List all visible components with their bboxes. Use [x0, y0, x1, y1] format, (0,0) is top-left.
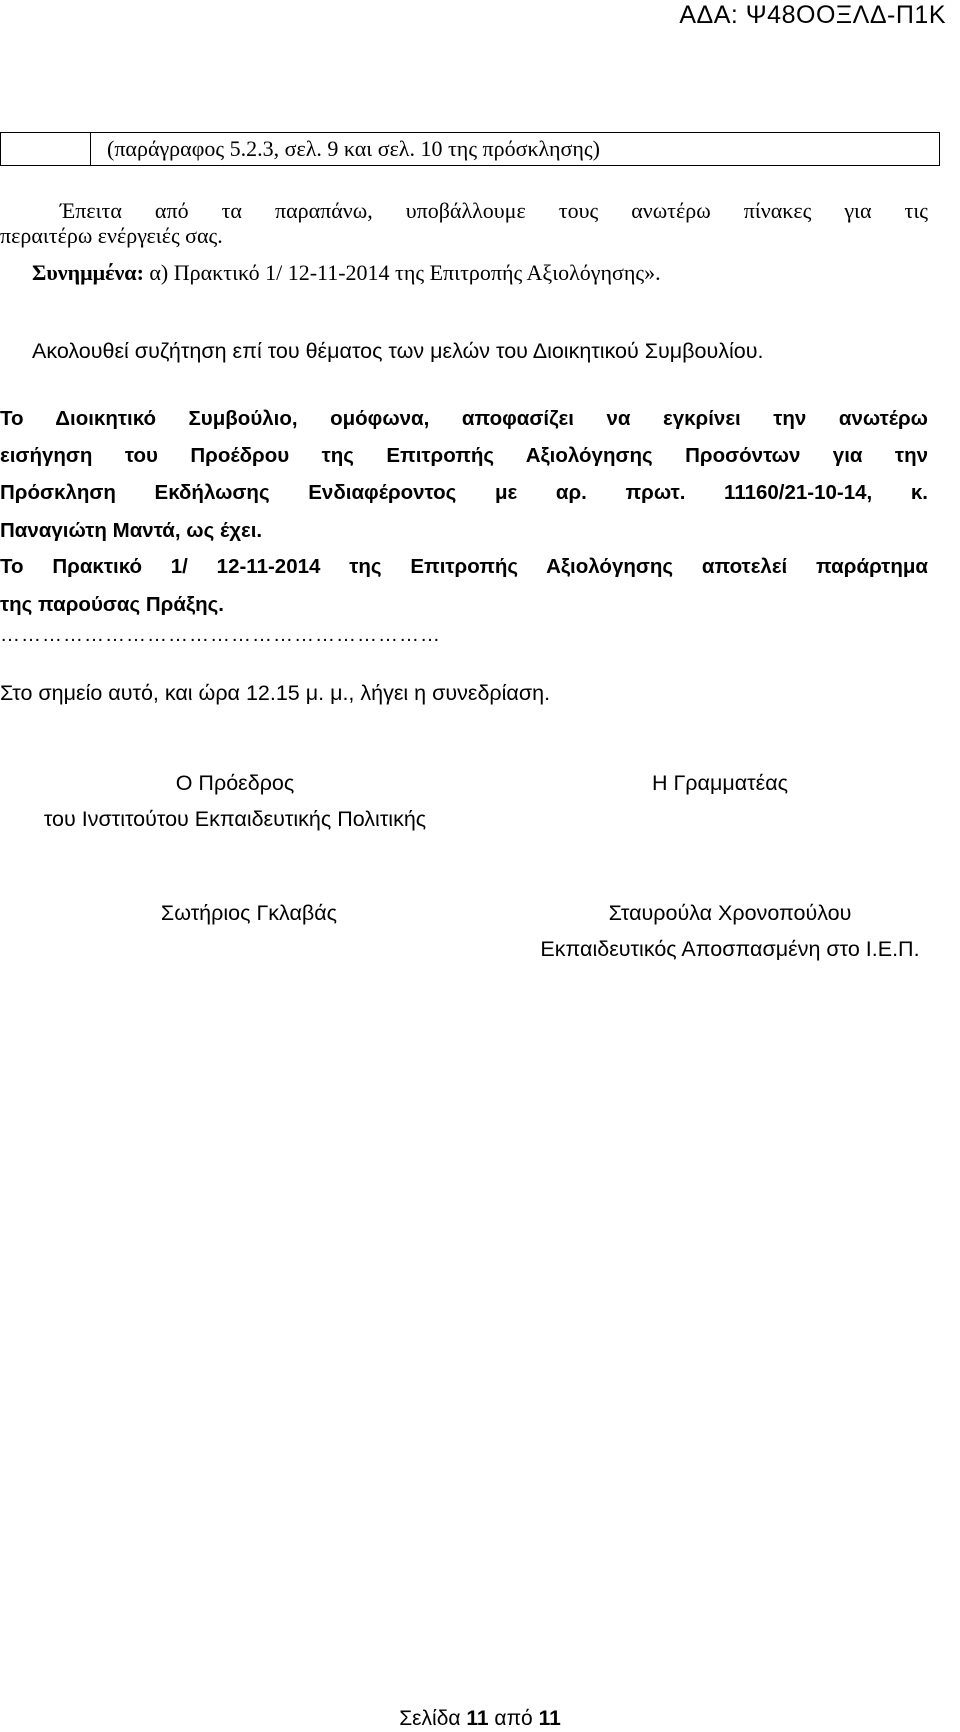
- secretary-title: Η Γραμματέας: [651, 771, 789, 795]
- ada-code: ΑΔΑ: Ψ48ΟΟΞΛΔ-Π1Κ: [679, 1, 946, 29]
- decision-line-2: εισήγηση του Προέδρου της Επιτροπής Αξιολόγησης Προσόντων για την: [0, 444, 928, 467]
- attachments-text: α) Πρακτικό 1/ 12-11-2014 της Επιτροπής Αξιολόγησης».: [143, 260, 661, 285]
- page-total: 11: [538, 1707, 561, 1730]
- decision-line-6: της παρούσας Πράξης.: [0, 593, 224, 616]
- page-prefix: Σελίδα: [399, 1707, 467, 1730]
- decision-line-1: Το Διοικητικό Συμβούλιο, ομόφωνα, αποφασίζει να εγκρίνει την ανωτέρω: [0, 407, 928, 430]
- discussion-paragraph: Ακολουθεί συζήτηση επί του θέματος των μελών του Διοικητικού Συμβουλίου.: [32, 339, 764, 363]
- closing-statement: Στο σημείο αυτό, και ώρα 12.15 μ. μ., λήγει η συνεδρίαση.: [0, 681, 551, 705]
- reference-table-text: (παράγραφος 5.2.3, σελ. 9 και σελ. 10 της πρόσκλησης): [107, 136, 600, 161]
- dotted-separator: ………………………………………………………: [0, 624, 441, 646]
- page-current: 11: [466, 1707, 489, 1730]
- secretary-block: [510, 900, 950, 961]
- secretary-role: Εκπαιδευτικός Αποσπασμένη στο Ι.Ε.Π.: [540, 937, 920, 961]
- president-title-block: [0, 770, 470, 831]
- page-middle: από: [488, 1707, 539, 1730]
- attachments-line: [32, 260, 661, 286]
- president-name: Σωτήριος Γκλαβάς: [160, 901, 338, 925]
- decision-line-4: Παναγιώτη Μαντά, ως έχει.: [0, 519, 263, 542]
- reference-table-empty-cell: [1, 133, 91, 165]
- secretary-name: Σταυρούλα Χρονοπούλου: [608, 901, 852, 925]
- president-title: Ο Πρόεδρος: [175, 771, 295, 795]
- attachments-label: Συνημμένα:: [32, 260, 144, 285]
- decision-line-3: Πρόσκληση Εκδήλωσης Ενδιαφέροντος με αρ. πρωτ. 11160/21-10-14, κ.: [0, 481, 928, 504]
- paragraph-submission-line-1: Έπειτα από τα παραπάνω, υποβάλλουμε τους ανωτέρω πίνακες για τις: [60, 198, 928, 223]
- president-institute: του Ινστιτούτου Εκπαιδευτικής Πολιτικής: [43, 807, 427, 831]
- paragraph-submission-line-2: περαιτέρω ενέργειές σας.: [0, 223, 223, 248]
- page-number: [0, 1706, 960, 1732]
- decision-line-5: Το Πρακτικό 1/ 12-11-2014 της Επιτροπής Αξιολόγησης αποτελεί παράρτημα: [0, 555, 928, 578]
- reference-table: [0, 132, 940, 166]
